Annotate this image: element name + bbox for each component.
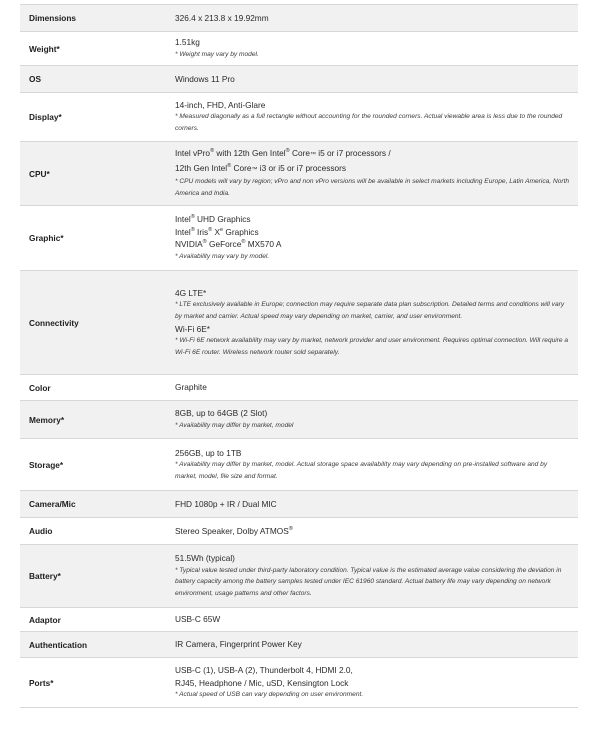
spec-value <box>165 142 578 206</box>
spec-value <box>165 375 578 401</box>
spec-line: 8GB, up to 64GB (2 Slot) <box>175 408 268 419</box>
trademark-mark: ™ <box>251 166 258 173</box>
spec-line: 256GB, up to 1TB <box>175 447 242 458</box>
spec-line: 1.51kg <box>175 37 200 48</box>
spec-value <box>165 271 578 375</box>
spec-row-ports <box>20 658 578 708</box>
spec-label: Battery* <box>20 545 165 608</box>
spec-line <box>175 226 570 238</box>
spec-row-cpu <box>20 142 578 206</box>
spec-note: * Typical value tested under third-party laboratory condition. Typical value is the estimated average value considering the deviation in battery capacity among the battery samples tested under IEC 61960 standard. Actual battery life may vary depending on network environment, usage patterns and other factors. <box>175 566 562 598</box>
spec-label: Color <box>20 375 165 401</box>
spec-value <box>165 5 578 32</box>
cpu-text: with 12th Gen Intel <box>214 148 286 159</box>
spec-line: RJ45, Headphone / Mic, uSD, Kensington Lock <box>175 677 349 688</box>
spec-line: 326.4 x 213.8 x 19.92mm <box>175 12 269 23</box>
cpu-text: i3 or i5 or i7 processors <box>257 162 347 173</box>
cpu-text: i5 or i7 processors / <box>315 148 391 159</box>
spec-value <box>165 401 578 439</box>
spec-line: USB-C 65W <box>175 614 221 625</box>
spec-line: 51.5Wh (typical) <box>175 553 235 564</box>
registered-mark: ® <box>190 214 195 221</box>
graphic-text: Intel <box>175 214 191 225</box>
spec-line <box>175 238 570 250</box>
spec-row-adaptor <box>20 608 578 632</box>
cpu-text: Core <box>231 162 252 173</box>
spec-row-battery <box>20 545 578 608</box>
spec-value <box>165 545 578 608</box>
spec-value <box>165 608 578 632</box>
registered-mark: ® <box>288 526 293 533</box>
spec-label: Adaptor <box>20 608 165 632</box>
superscript-e: e <box>220 227 224 234</box>
spec-note: * Availability may differ by market, model. Actual storage space availability may vary depending on pre-installed software and by market, model, file size and format. <box>175 460 548 480</box>
spec-value <box>165 206 578 271</box>
graphic-text: X <box>212 226 221 237</box>
spec-line: Wi-Fi 6E* <box>175 323 211 334</box>
spec-label: Dimensions <box>20 5 165 32</box>
spec-label: Connectivity <box>20 271 165 375</box>
graphic-text: Graphics <box>223 226 259 237</box>
spec-line <box>175 525 570 537</box>
spec-line: Graphite <box>175 382 207 393</box>
spec-label: Storage* <box>20 439 165 491</box>
spec-value <box>165 632 578 658</box>
graphic-text: UHD Graphics <box>194 214 251 225</box>
registered-mark: ® <box>241 239 246 246</box>
spec-row-authentication <box>20 632 578 658</box>
spec-line: USB-C (1), USB-A (2), Thunderbolt 4, HDMI 2.0, <box>175 665 353 676</box>
spec-note: * LTE exclusively available in Europe; connection may require separate data plan subscription. Detailed terms and conditions will vary by market and carrier. Actual speed may vary depending on market, carrier, and user environment. <box>175 300 565 320</box>
spec-note: * Availability may vary by model. <box>175 252 270 260</box>
spec-note: * Wi-Fi 6E network availability may vary by market, network provider and user environment. Requires optimal connection. Will require a Wi-Fi 6E router. Wireless network router sold separately. <box>175 336 569 356</box>
cpu-text: 12th Gen Intel <box>175 162 228 173</box>
spec-row-dimensions <box>20 5 578 32</box>
spec-label: OS <box>20 66 165 93</box>
graphic-text: MX570 A <box>245 239 282 250</box>
registered-mark: ® <box>208 227 213 234</box>
trademark-mark: ™ <box>309 152 316 159</box>
spec-line: Windows 11 Pro <box>175 73 235 84</box>
spec-line <box>175 147 570 161</box>
registered-mark: ® <box>190 227 195 234</box>
spec-row-os <box>20 66 578 93</box>
spec-line: 14-inch, FHD, Anti-Glare <box>175 100 266 110</box>
spec-line <box>175 162 570 176</box>
graphic-text: NVIDIA <box>175 239 203 250</box>
spec-note: * Availability may differ by market, model <box>175 421 294 429</box>
spec-label: Camera/Mic <box>20 491 165 518</box>
spec-label: Audio <box>20 518 165 545</box>
spec-value <box>165 491 578 518</box>
spec-line <box>175 213 570 225</box>
spec-row-weight <box>20 32 578 66</box>
spec-row-camera-mic <box>20 491 578 518</box>
spec-value <box>165 439 578 491</box>
spec-label: Weight* <box>20 32 165 66</box>
graphic-text: Intel <box>175 226 191 237</box>
spec-note: * Actual speed of USB can vary depending on user environment. <box>175 691 364 698</box>
spec-row-audio <box>20 518 578 545</box>
spec-row-color <box>20 375 578 401</box>
graphic-text: Iris <box>194 226 209 237</box>
spec-label: CPU* <box>20 142 165 206</box>
audio-text: Stereo Speaker, Dolby ATMOS <box>175 525 289 536</box>
spec-label: Ports* <box>20 658 165 708</box>
spec-row-display <box>20 93 578 142</box>
registered-mark: ® <box>285 148 290 155</box>
spec-value <box>165 66 578 93</box>
spec-value <box>165 93 578 142</box>
spec-row-storage <box>20 439 578 491</box>
spec-value <box>165 518 578 545</box>
spec-label: Graphic* <box>20 206 165 271</box>
spec-note: * CPU models will vary by region; vPro and non vPro versions will be available in select markets including Europe, Latin America, North America and India. <box>175 178 570 197</box>
cpu-text: Intel vPro <box>175 148 211 159</box>
spec-row-graphic <box>20 206 578 271</box>
spec-label: Display* <box>20 93 165 142</box>
spec-note: * Weight may vary by model. <box>175 50 259 58</box>
registered-mark: ® <box>210 148 215 155</box>
spec-row-memory <box>20 401 578 439</box>
spec-label: Authentication <box>20 632 165 658</box>
registered-mark: ® <box>202 239 207 246</box>
spec-label: Memory* <box>20 401 165 439</box>
spec-note: * Measured diagonally as a full rectangle without accounting for the rounded corners. Actual viewable area is less due to the rounded corners. <box>175 113 563 133</box>
cpu-text: Core <box>289 148 310 159</box>
spec-value <box>165 32 578 66</box>
spec-line: 4G LTE* <box>175 287 207 298</box>
spec-table <box>20 4 578 708</box>
registered-mark: ® <box>227 162 232 169</box>
spec-line: FHD 1080p + IR / Dual MIC <box>175 498 277 509</box>
graphic-text: GeForce <box>206 239 242 250</box>
spec-row-connectivity <box>20 271 578 375</box>
spec-value <box>165 658 578 708</box>
spec-line: IR Camera, Fingerprint Power Key <box>175 639 302 650</box>
